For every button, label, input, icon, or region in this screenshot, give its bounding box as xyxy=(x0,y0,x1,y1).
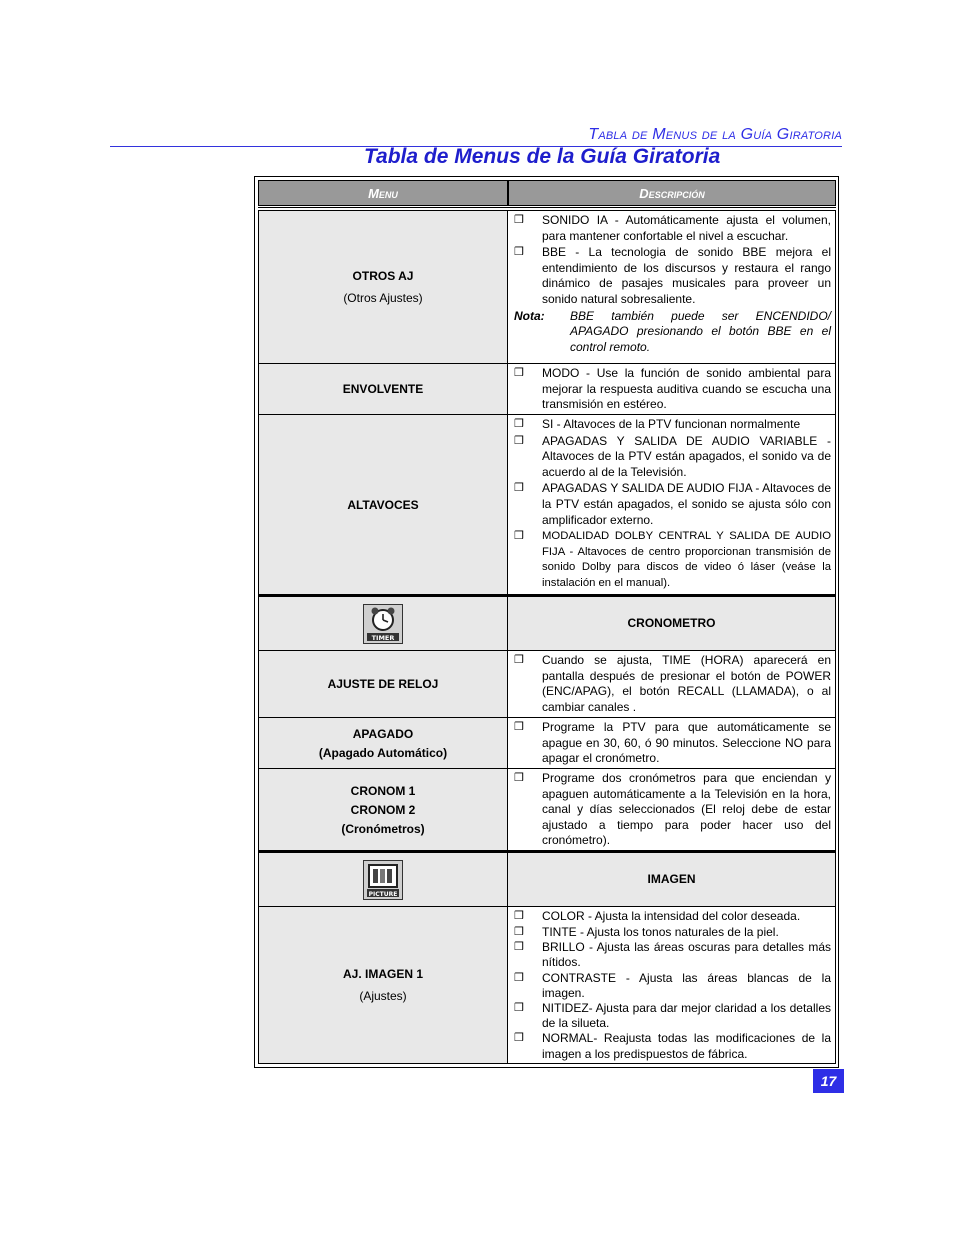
section-title: IMAGEN xyxy=(508,850,836,907)
column-header-menu: Menu xyxy=(258,180,508,206)
checkbox-bullet-icon: ❒ xyxy=(514,910,524,922)
checkbox-bullet-icon: ❒ xyxy=(514,434,524,447)
menu-label: CRONOM 2 xyxy=(350,802,416,817)
menu-cell xyxy=(258,594,508,651)
list-item: ❒ MODO - Use la función de sonido ambiental para mejorar la respuesta auditiva cuando se escucha una transmisión en estéreo. xyxy=(514,366,831,412)
section-title: CRONOMETRO xyxy=(508,594,836,651)
menu-sublabel: (Cronómetros) xyxy=(341,821,425,836)
list-item: ❒ NITIDEZ- Ajusta para dar mejor claridad a los detalles de la silueta. xyxy=(514,1001,831,1031)
menu-sublabel: (Apagado Automático) xyxy=(318,745,448,760)
table-header-row xyxy=(258,180,836,208)
description-cell xyxy=(508,363,836,415)
list-item: ❒ BBE - La tecnologia de sonido BBE mejora el entendimiento de los discursos y restaura el rango dinámico de pasajes musicales para proveer un sonido natural sobresaliente. xyxy=(514,245,831,306)
menu-cell xyxy=(258,768,508,851)
checkbox-bullet-icon: ❒ xyxy=(514,654,524,666)
menu-label: AJ. IMAGEN 1 xyxy=(342,967,423,981)
menu-cell xyxy=(258,210,508,364)
list-item: ❒ SONIDO IA - Automáticamente ajusta el volumen, para mantener confortable el nivel a escuchar. xyxy=(514,213,831,243)
column-header-description: Descripción xyxy=(508,180,836,206)
list-item: ❒ Programe la PTV para que automáticamente se apague en 30, 60, ó 90 minutos. Seleccione NO para apagar el cronómetro. xyxy=(514,720,831,766)
description-cell xyxy=(508,717,836,769)
menu-label: OTROS AJ xyxy=(352,269,414,283)
menu-label: ENVOLVENTE xyxy=(342,382,424,396)
table-row-envolvente xyxy=(258,363,836,415)
list-item: ❒ SI - Altavoces de la PTV funcionan normalmente xyxy=(514,417,801,431)
checkbox-bullet-icon: ❒ xyxy=(514,418,524,430)
section-row-imagen xyxy=(258,850,836,907)
table-row-ajuste-de-reloj xyxy=(258,650,836,718)
list-item: ❒ Programe dos cronómetros para que enciendan y apaguen automáticamente a la Televisión en la hora, canal y días seleccionados (El reloj debe de estar ajustado a tiempo para poder hacer uso del cronómetro). xyxy=(514,771,831,848)
checkbox-bullet-icon: ❒ xyxy=(514,971,524,984)
checkbox-bullet-icon: ❒ xyxy=(514,772,524,784)
table-row-otros-aj xyxy=(258,210,836,364)
checkbox-bullet-icon: ❒ xyxy=(514,721,524,733)
page-title: Tabla de Menus de la Guía Giratoria xyxy=(364,145,721,168)
checkbox-bullet-icon: ❒ xyxy=(514,367,524,379)
description-cell xyxy=(508,210,836,364)
menu-cell xyxy=(258,717,508,769)
header-separator xyxy=(258,207,836,208)
table-row-aj-imagen xyxy=(258,906,836,1064)
list-item: ❒ Cuando se ajusta, TIME (HORA) aparecerá en pantalla después de presionar el botón de POWER (ENC/APAG), el botón RECALL (LLAMADA), o al cambiar canales . xyxy=(514,653,831,714)
checkbox-bullet-icon: ❒ xyxy=(514,941,524,954)
list-item: ❒ APAGADAS Y SALIDA DE AUDIO FIJA - Altavoces de la PTV están apagados, el sonido se ajusta sólo con amplificador externo. xyxy=(514,481,831,527)
list-item: ❒ TINTE - Ajusta los tonos naturales de la piel. xyxy=(514,924,779,939)
checkbox-bullet-icon: ❒ xyxy=(514,1032,524,1045)
menu-cell xyxy=(258,414,508,595)
menu-sublabel: (Ajustes) xyxy=(359,989,407,1003)
description-cell xyxy=(508,768,836,851)
checkbox-bullet-icon: ❒ xyxy=(514,482,524,495)
timer-icon xyxy=(363,604,403,644)
list-item: ❒ APAGADAS Y SALIDA DE AUDIO VARIABLE - Altavoces de la PTV están apagados, el sonido va de acuerdo al de la Televisión. xyxy=(514,433,831,479)
menu-sublabel: (Otros Ajustes) xyxy=(343,291,423,305)
checkbox-bullet-icon: ❒ xyxy=(514,1002,524,1014)
menu-cell xyxy=(258,850,508,907)
list-item: ❒ NORMAL- Reajusta todas las modificaciones de la imagen a los predispuestos de fábrica. xyxy=(514,1031,831,1061)
svg-text:PICTURE: PICTURE xyxy=(368,890,398,898)
menu-cell xyxy=(258,363,508,415)
svg-text:TIMER: TIMER xyxy=(371,633,395,642)
list-item: ❒ CONTRASTE - Ajusta las áreas blancas de la imagen. xyxy=(514,970,831,1000)
menu-cell xyxy=(258,650,508,718)
checkbox-bullet-icon: ❒ xyxy=(514,246,524,259)
table-row-altavoces xyxy=(258,414,836,595)
picture-icon xyxy=(363,860,403,900)
page-number: 17 xyxy=(813,1069,844,1093)
list-item: ❒ BRILLO - Ajusta las áreas oscuras para detalles más nítidos. xyxy=(514,940,831,970)
checkbox-bullet-icon: ❒ xyxy=(514,925,524,938)
description-cell xyxy=(508,650,836,718)
menu-label: APAGADO xyxy=(352,726,414,741)
description-cell xyxy=(508,414,836,595)
note-label: Nota: xyxy=(514,308,545,323)
checkbox-bullet-icon: ❒ xyxy=(514,214,524,226)
list-item: ❒ COLOR - Ajusta la intensidad del color deseada. xyxy=(514,909,801,923)
checkbox-bullet-icon: ❒ xyxy=(514,530,524,543)
menu-label: CRONOM 1 xyxy=(350,783,416,798)
running-header: Tabla de Menus de la Guía Giratoria xyxy=(588,126,842,143)
table-row-apagado xyxy=(258,717,836,769)
note-text: BBE también puede ser ENCENDIDO/ APAGADO presionando el botón BBE en el control remoto. xyxy=(570,308,831,354)
note xyxy=(514,309,831,356)
section-row-cronometro xyxy=(258,594,836,651)
table-row-cronom xyxy=(258,768,836,851)
list-item: ❒ MODALIDAD DOLBY CENTRAL Y SALIDA DE AUDIO FIJA - Altavoces de centro proporcionan transmisión de sonido Dolby para discos de video ó láser (veáse la instalación en el manual). xyxy=(514,529,831,591)
menu-label: AJUSTE DE RELOJ xyxy=(327,677,439,691)
menu-cell xyxy=(258,906,508,1064)
description-cell xyxy=(508,906,836,1064)
menu-label: ALTAVOCES xyxy=(347,497,419,512)
